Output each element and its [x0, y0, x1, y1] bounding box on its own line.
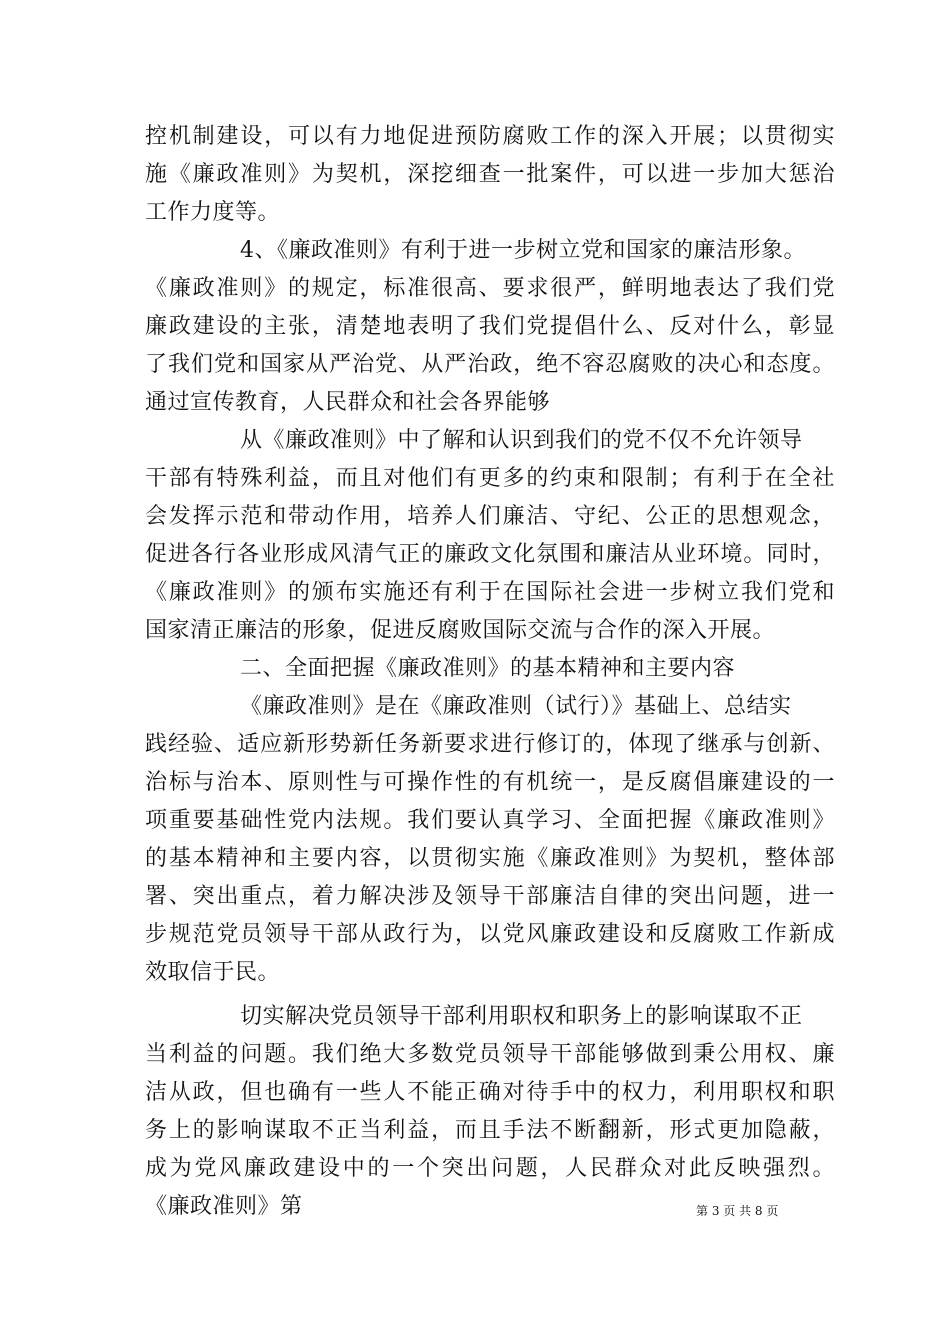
text-line: 从《廉政准则》中了解和认识到我们的党不仅不允许领导: [240, 428, 803, 453]
text-line: 促进各行各业形成风清气正的廉政文化氛围和廉洁从业环境。同时，: [145, 542, 835, 567]
text-line: 了我们党和国家从严治党、从严治政，绝不容忍腐败的决心和态度。: [145, 352, 835, 377]
text-line: 《廉政准则》是在《廉政准则（试行）》基础上、总结实: [240, 694, 792, 719]
text-line: 施《廉政准则》为契机，深挖细查一批案件，可以进一步加大惩治: [145, 162, 835, 187]
text-line: 会发挥示范和带动作用，培养人们廉洁、守纪、公正的思想观念，: [145, 504, 835, 529]
text-line: 控机制建设，可以有力地促进预防腐败工作的深入开展；以贯彻实: [145, 124, 835, 149]
section-heading: 二、全面把握《廉政准则》的基本精神和主要内容: [240, 656, 736, 681]
text-line: 项重要基础性党内法规。我们要认真学习、全面把握《廉政准则》: [145, 808, 835, 833]
page-number: 第 3 页 共 8 页: [696, 1204, 779, 1218]
text-line: 洁从政，但也确有一些人不能正确对待手中的权力，利用职权和职: [145, 1080, 835, 1105]
text-line: 《廉政准则》第: [145, 1194, 303, 1219]
text-line: 效取信于民。: [145, 960, 281, 985]
text-line: 国家清正廉洁的形象，促进反腐败国际交流与合作的深入开展。: [145, 618, 776, 643]
text-line: 4、《廉政准则》有利于进一步树立党和国家的廉洁形象。: [240, 238, 806, 263]
text-line: 治标与治本、原则性与可操作性的有机统一，是反腐倡廉建设的一: [145, 770, 835, 795]
text-line: 成为党风廉政建设中的一个突出问题，人民群众对此反映强烈。: [145, 1156, 835, 1181]
text-line: 的基本精神和主要内容，以贯彻实施《廉政准则》为契机，整体部: [145, 846, 835, 871]
text-line: 廉政建设的主张，清楚地表明了我们党提倡什么、反对什么，彰显: [145, 314, 835, 339]
text-line: 工作力度等。: [145, 200, 281, 225]
text-line: 《廉政准则》的规定，标准很高、要求很严，鲜明地表达了我们党: [145, 276, 835, 301]
text-line: 践经验、适应新形势新任务新要求进行修订的，体现了继承与创新、: [145, 732, 835, 757]
text-line: 当利益的问题。我们绝大多数党员领导干部能够做到秉公用权、廉: [145, 1042, 835, 1067]
text-line: 切实解决党员领导干部利用职权和职务上的影响谋取不正: [240, 1004, 803, 1029]
text-line: 通过宣传教育，人民群众和社会各界能够: [145, 390, 551, 415]
text-line: 务上的影响谋取不正当利益，而且手法不断翻新，形式更加隐蔽，: [145, 1118, 835, 1143]
text-line: 署、突出重点，着力解决涉及领导干部廉洁自律的突出问题，进一: [145, 884, 835, 909]
text-line: 干部有特殊利益，而且对他们有更多的约束和限制；有利于在全社: [145, 466, 835, 491]
text-line: 《廉政准则》的颁布实施还有利于在国际社会进一步树立我们党和: [145, 580, 835, 605]
text-line: 步规范党员领导干部从政行为，以党风廉政建设和反腐败工作新成: [145, 922, 835, 947]
